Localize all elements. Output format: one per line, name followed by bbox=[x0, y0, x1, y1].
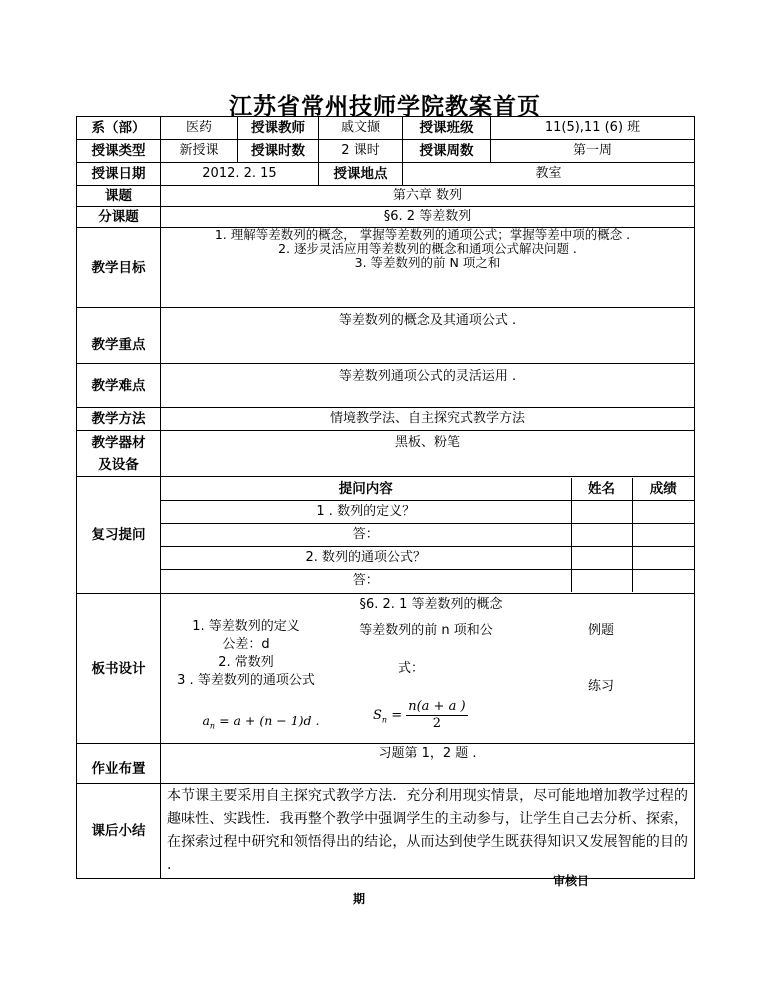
week-label: 授课周数 bbox=[403, 140, 491, 163]
review-header-content: 提问内容 bbox=[161, 478, 571, 501]
board-left-1: 1. 等差数列的定义 bbox=[192, 618, 300, 634]
date-value: 2012. 2. 15 bbox=[161, 163, 319, 186]
review-row: 1 . 数列的定义？ bbox=[161, 501, 571, 524]
review-row-name bbox=[571, 570, 632, 593]
place-label: 授课地点 bbox=[319, 163, 403, 186]
homework-value: 习题第 1，2 题 . bbox=[161, 744, 695, 784]
review-header-score: 成绩 bbox=[632, 478, 694, 501]
topic-value: 第六章 数列 bbox=[161, 186, 695, 207]
board-right-2: 练习 bbox=[587, 678, 614, 694]
review-cell bbox=[161, 477, 695, 594]
board-mid-2: 式： bbox=[397, 660, 424, 676]
page-title: 江苏省常州技师学院教案首页 bbox=[229, 94, 541, 120]
board-design bbox=[161, 595, 694, 743]
board-left-2: 公差：d bbox=[222, 636, 270, 652]
review-date-label-a: 审核日 bbox=[553, 874, 590, 888]
difficulty-value: 等差数列通项公式的灵活运用 . bbox=[161, 364, 695, 408]
key-points-label: 教学重点 bbox=[77, 308, 161, 364]
equipment-label-line1: 教学器材 bbox=[91, 434, 146, 451]
date-label: 授课日期 bbox=[77, 163, 161, 186]
review-row-name bbox=[571, 547, 632, 570]
teacher-value: 戚文撷 bbox=[319, 117, 403, 140]
homework-label: 作业布置 bbox=[77, 744, 161, 784]
method-label: 教学方法 bbox=[77, 408, 161, 431]
class-value: 11(5),11 (6) 班 bbox=[491, 117, 695, 140]
week-value: 第一周 bbox=[491, 140, 695, 163]
sum-denominator: 2 bbox=[432, 715, 442, 731]
board-right-1: 例题 bbox=[587, 622, 614, 638]
equipment-value: 黑板、粉笔 bbox=[161, 431, 695, 477]
sum-lhs: S bbox=[373, 707, 382, 723]
review-row-score bbox=[632, 570, 694, 593]
key-points-value: 等差数列的概念及其通项公式 . bbox=[161, 308, 695, 364]
review-row: 答： bbox=[161, 524, 571, 547]
board-heading: §6. 2. 1 等差数列的概念 bbox=[359, 596, 503, 612]
topic-label: 课题 bbox=[77, 186, 161, 207]
summary-value: 本节课主要采用自主探究式教学方法．充分利用现实情景，尽可能地增加教学过程的趣味性、实践性．我再整个教学中强调学生的主动参与，让学生自己去分析、探索，在探索过程中研究和领悟得出的结论，从而达到使学生既获得知识又发展智能的目的 . bbox=[161, 784, 695, 879]
review-row: 答： bbox=[352, 573, 379, 588]
subtopic-label: 分课题 bbox=[77, 207, 161, 228]
review-row-score bbox=[632, 501, 694, 524]
formula-prefix: a bbox=[202, 712, 210, 728]
board-left-4 bbox=[161, 673, 331, 689]
review-row: 2. 数列的通项公式？ bbox=[161, 547, 571, 570]
equipment-label bbox=[77, 431, 161, 477]
hours-value: 2 课时 bbox=[319, 140, 403, 163]
general-term-formula: $a_n = a + (n - 1)d$ . bbox=[202, 712, 320, 730]
summary-label: 课后小结 bbox=[77, 784, 161, 879]
lesson-plan-table bbox=[76, 116, 695, 879]
objective-3: 3. 等差数列的前 N 项之和 bbox=[354, 255, 501, 270]
formula-body: = a + (n − 1)d . bbox=[219, 712, 320, 728]
review-header-name: 姓名 bbox=[571, 478, 632, 501]
objective-2: 2. 逐步灵活应用等差数列的概念和通项公式解决问题 . bbox=[278, 241, 577, 256]
equipment-label-line2: 及设备 bbox=[98, 456, 139, 473]
review-date-label-b: 期 bbox=[353, 892, 366, 906]
review-row-name bbox=[571, 524, 632, 547]
sum-numerator: n(a + a ) bbox=[408, 698, 466, 714]
class-label: 授课班级 bbox=[403, 117, 491, 140]
board-left-4-text: 3 . 等差数列的通项公式 bbox=[177, 672, 315, 688]
method-value: 情境教学法、自主探究式教学方法 bbox=[161, 408, 695, 431]
type-label: 授课类型 bbox=[77, 140, 161, 163]
dept-value: 医药 bbox=[161, 117, 238, 140]
board-cell bbox=[161, 594, 695, 744]
review-label: 复习提问 bbox=[77, 477, 161, 594]
review-row-score bbox=[632, 547, 694, 570]
review-table bbox=[161, 478, 694, 592]
difficulty-label: 教学难点 bbox=[77, 364, 161, 408]
board-mid-1: 等差数列的前 n 项和公 bbox=[359, 622, 493, 638]
review-row-score bbox=[632, 524, 694, 547]
hours-label: 授课时数 bbox=[238, 140, 319, 163]
board-label: 板书设计 bbox=[77, 594, 161, 744]
sum-fraction bbox=[406, 699, 467, 732]
objectives-label: 教学目标 bbox=[77, 228, 161, 308]
board-left-3: 2. 常数列 bbox=[218, 654, 274, 670]
sum-formula: $S_n$ = $\frac{n(a + a )}{2}$ bbox=[373, 698, 466, 731]
dept-label: 系（部） bbox=[77, 117, 161, 140]
review-row-name bbox=[571, 501, 632, 524]
type-value: 新授课 bbox=[161, 140, 238, 163]
objective-1: 1. 理解等差数列的概念， 掌握等差数列的通项公式；掌握等差中项的概念 . bbox=[214, 227, 631, 242]
subtopic-value: §6. 2 等差数列 bbox=[161, 207, 695, 228]
objectives-value bbox=[161, 228, 695, 308]
place-value: 教室 bbox=[403, 163, 695, 186]
teacher-label: 授课教师 bbox=[238, 117, 319, 140]
